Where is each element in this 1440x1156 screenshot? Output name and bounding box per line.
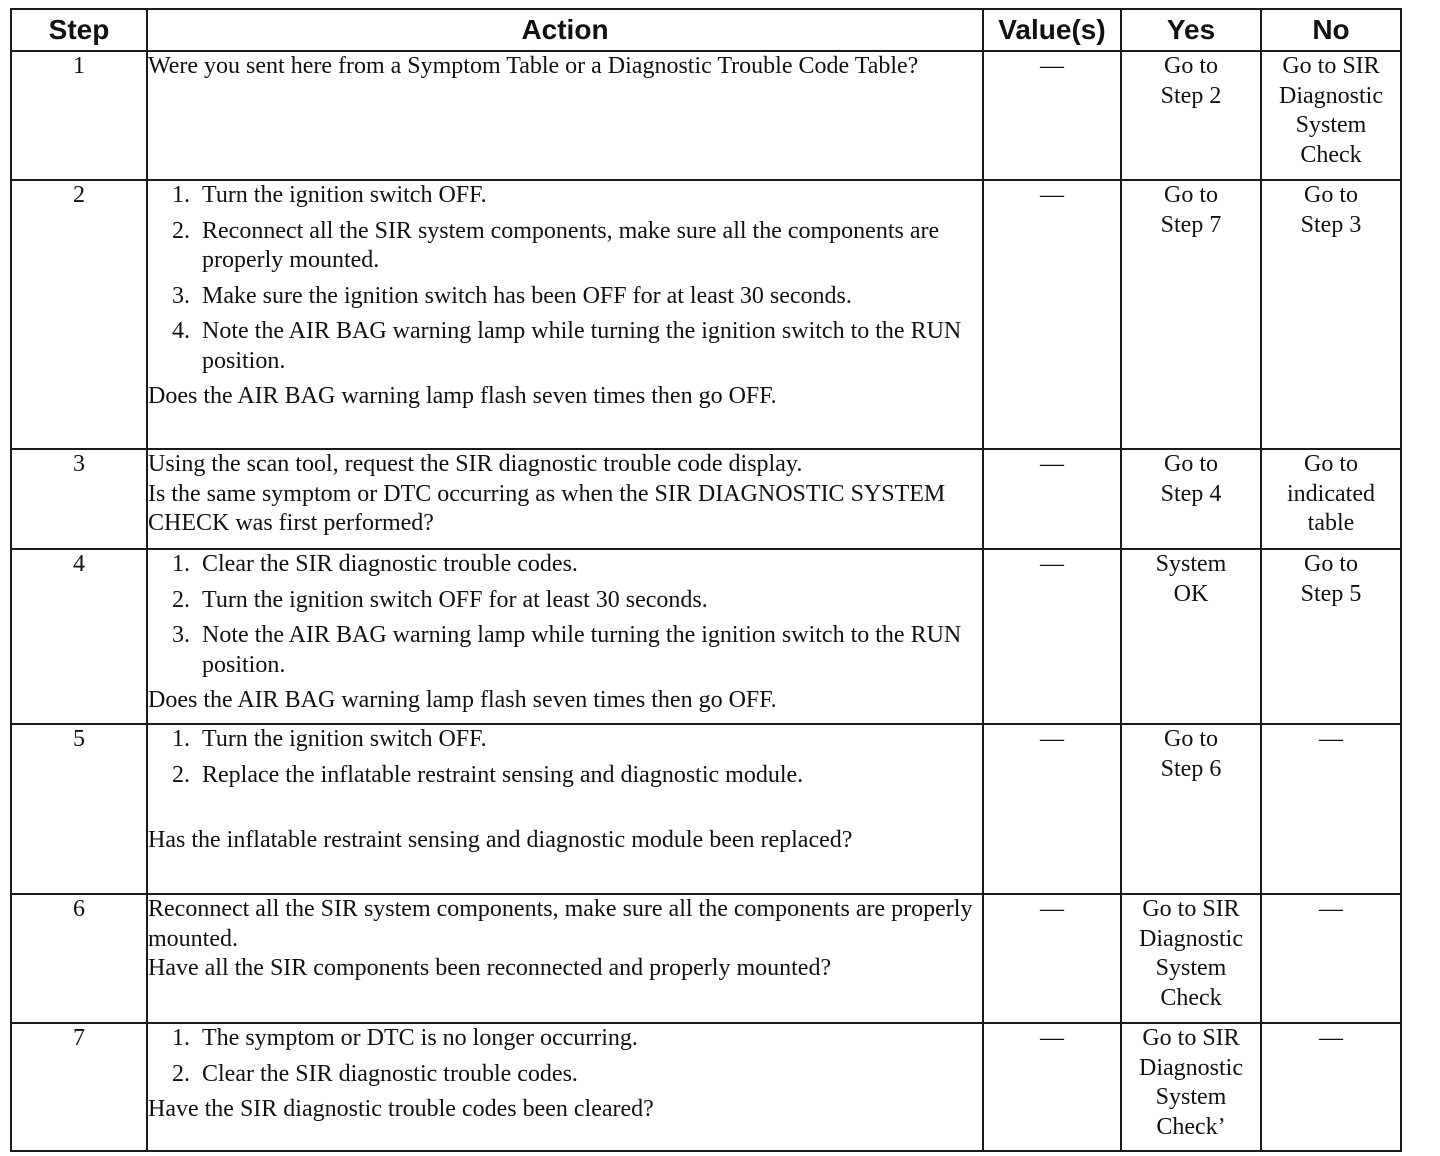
table-row <box>11 180 1401 449</box>
no-cell: Go to Step 5 <box>1261 549 1401 724</box>
no-cell: — <box>1261 894 1401 1023</box>
list-item: 3. Note the AIR BAG warning lamp while turning the ignition switch to the RUN position. <box>172 622 962 678</box>
table-row <box>11 1023 1401 1151</box>
table-row <box>11 894 1401 1023</box>
action-text: Reconnect all the SIR system components, make sure all the components are properly mounted. <box>148 896 973 952</box>
action-text: Using the scan tool, request the SIR diagnostic trouble code display. <box>148 451 803 477</box>
value-cell: — <box>983 1023 1121 1151</box>
yes-cell: Go to SIR Diagnostic System Check’ <box>1121 1023 1261 1151</box>
action-cell <box>147 894 983 1023</box>
action-cell <box>147 180 983 449</box>
value-cell: — <box>983 180 1121 449</box>
action-steps-list <box>148 1024 982 1089</box>
diagnostic-table <box>10 8 1402 1152</box>
no-cell: Go to SIR Diagnostic System Check <box>1261 51 1401 180</box>
list-item: 1. The symptom or DTC is no longer occurring. <box>172 1025 638 1051</box>
table-row <box>11 724 1401 894</box>
table-row <box>11 549 1401 724</box>
header-no: No <box>1261 9 1401 51</box>
step-number: 6 <box>11 894 147 1023</box>
yes-cell: Go to Step 2 <box>1121 51 1261 180</box>
no-cell: — <box>1261 1023 1401 1151</box>
header-step: Step <box>11 9 147 51</box>
action-steps-list <box>148 725 982 790</box>
step-number: 3 <box>11 449 147 549</box>
list-item: 3. Make sure the ignition switch has been OFF for at least 30 seconds. <box>172 282 852 309</box>
step-number: 5 <box>11 724 147 894</box>
step-number: 7 <box>11 1023 147 1151</box>
action-cell <box>147 549 983 724</box>
action-cell <box>147 51 983 180</box>
list-item: 2. Reconnect all the SIR system components, make sure all the components are properly mounted. <box>172 217 940 273</box>
header-action: Action <box>147 9 983 51</box>
value-cell: — <box>983 894 1121 1023</box>
list-item: 1. Turn the ignition switch OFF. <box>172 182 487 208</box>
list-item: 4. Note the AIR BAG warning lamp while turning the ignition switch to the RUN position. <box>172 318 962 374</box>
no-cell: — <box>1261 724 1401 894</box>
action-question: Does the AIR BAG warning lamp flash seven times then go OFF. <box>148 383 777 409</box>
yes-cell: Go to SIR Diagnostic System Check <box>1121 894 1261 1023</box>
action-question: Has the inflatable restraint sensing and diagnostic module been replaced? <box>148 827 853 853</box>
action-question: Have the SIR diagnostic trouble codes been cleared? <box>148 1096 654 1122</box>
list-item: 2. Replace the inflatable restraint sensing and diagnostic module. <box>172 761 804 788</box>
diagnostic-page <box>10 8 1402 1152</box>
yes-cell: Go to Step 4 <box>1121 449 1261 549</box>
step-number: 4 <box>11 549 147 724</box>
action-steps-list <box>148 181 982 376</box>
action-cell <box>147 724 983 894</box>
spacer <box>148 796 982 826</box>
value-cell: — <box>983 51 1121 180</box>
value-cell: — <box>983 724 1121 894</box>
list-item: 1. Turn the ignition switch OFF. <box>172 726 487 752</box>
action-cell <box>147 449 983 549</box>
header-values: Value(s) <box>983 9 1121 51</box>
action-question: Is the same symptom or DTC occurring as when the SIR DIAGNOSTIC SYSTEM CHECK was first performed? <box>148 480 946 536</box>
header-row <box>11 9 1401 51</box>
action-question: Have all the SIR components been reconnected and properly mounted? <box>148 955 832 981</box>
table-row <box>11 51 1401 180</box>
list-item: 1. Clear the SIR diagnostic trouble codes. <box>172 551 578 577</box>
action-steps-list <box>148 550 982 680</box>
list-item: 2. Turn the ignition switch OFF for at least 30 seconds. <box>172 586 708 613</box>
yes-cell: Go to Step 6 <box>1121 724 1261 894</box>
list-item: 2. Clear the SIR diagnostic trouble codes. <box>172 1060 578 1087</box>
yes-cell: System OK <box>1121 549 1261 724</box>
value-cell: — <box>983 549 1121 724</box>
value-cell: — <box>983 449 1121 549</box>
step-number: 1 <box>11 51 147 180</box>
no-cell: Go to Step 3 <box>1261 180 1401 449</box>
action-question: Does the AIR BAG warning lamp flash seven times then go OFF. <box>148 687 777 713</box>
action-cell <box>147 1023 983 1151</box>
header-yes: Yes <box>1121 9 1261 51</box>
step-number: 2 <box>11 180 147 449</box>
yes-cell: Go to Step 7 <box>1121 180 1261 449</box>
action-text: Were you sent here from a Symptom Table or a Diagnostic Trouble Code Table? <box>148 53 919 79</box>
table-row <box>11 449 1401 549</box>
no-cell: Go to indicated table <box>1261 449 1401 549</box>
